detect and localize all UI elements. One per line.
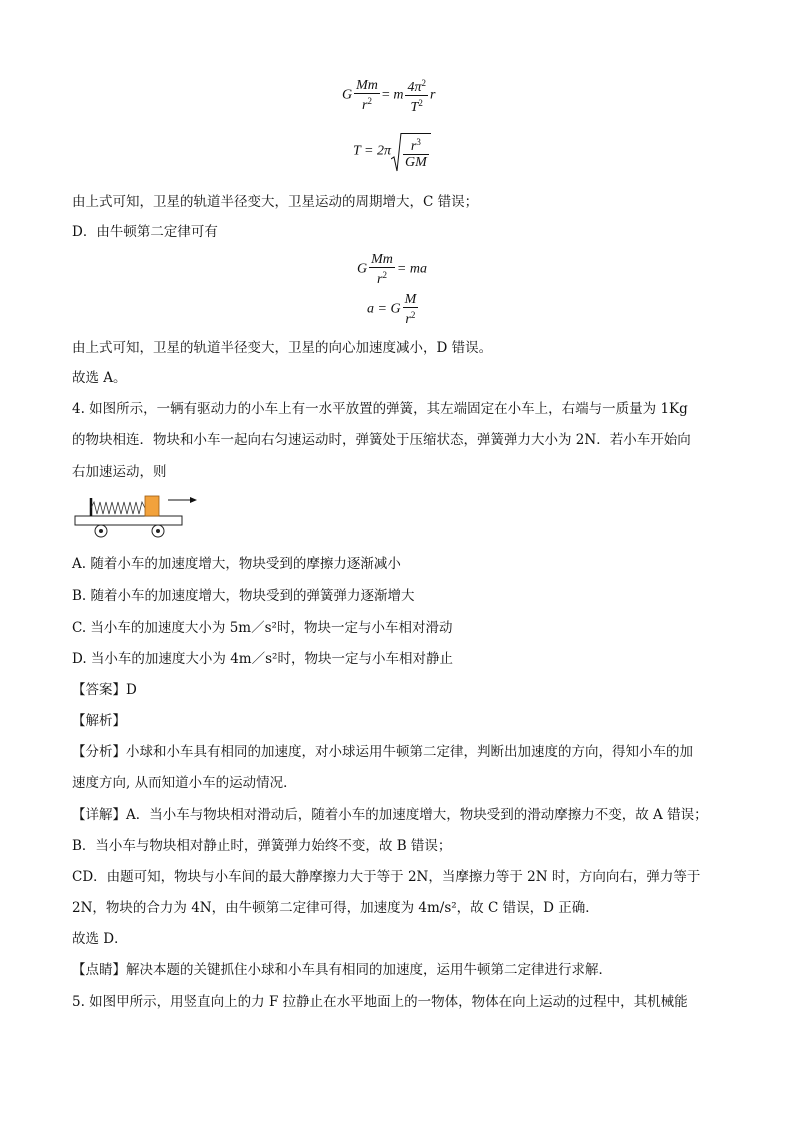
fraction: $\frac{Mm}{r^2}$	[371, 252, 393, 287]
text-line: 故选 A。	[72, 370, 127, 386]
formula-acceleration: a = G $\frac{M}{r^2}$	[367, 292, 417, 327]
formula-newton-second: G $\frac{Mm}{r^2}$ = ma	[357, 252, 427, 287]
choice-conclusion: 故选 D．	[72, 931, 128, 947]
fraction: $\frac{M}{r^2}$	[404, 292, 417, 327]
text-line: D．由牛顿第二定律可有	[72, 224, 218, 240]
fraction: $\frac{r^3}{GM}$	[405, 137, 427, 170]
answer: 【答案】D	[72, 682, 137, 698]
text-line: 由上式可知，卫星的轨道半径变大，卫星运动的周期增大，C 错误；	[72, 194, 479, 210]
block	[145, 496, 159, 516]
question-5-stem: 5. 如图甲所示，用竖直向上的力 F 拉静止在水平地面上的一物体，物体在向上运动的过程中，其机械能	[72, 994, 688, 1010]
detail-text: 【详解】A．当小车与物块相对滑动后，随着小车的加速度增大，物块受到的滑动摩擦力不变，故 A 错误；	[72, 807, 708, 823]
option-c: C. 当小车的加速度大小为 5m／s²时，物块一定与小车相对滑动	[72, 620, 453, 636]
option-b: B. 随着小车的加速度增大，物块受到的弹簧弹力逐渐增大	[72, 588, 415, 604]
analysis-text: 速度方向, 从而知道小车的运动情况．	[72, 775, 297, 791]
formula-gravity-period: G $\frac{Mm}{r^2}$ = m $\frac{4\pi^2}{T^2}$ r	[342, 78, 436, 115]
key-point: 【点睛】解决本题的关键抓住小球和小车具有相同的加速度，运用牛顿第二定律进行求解．	[72, 962, 612, 978]
option-d: D. 当小车的加速度大小为 4m／s²时，物块一定与小车相对静止	[72, 651, 453, 667]
formula-G: G	[342, 87, 353, 103]
question-4-stem: 右加速运动，则	[72, 464, 167, 480]
fraction: $\frac{4\pi^2}{T^2}$	[407, 78, 426, 115]
detail-text: CD．由题可知，物块与小车间的最大静摩擦力大于等于 2N，当摩擦力等于 2N 时，方向向右，弹力等于	[72, 869, 701, 885]
question-4-stem: 4. 如图所示，一辆有驱动力的小车上有一水平放置的弹簧，其左端固定在小车上，右端与一质量为 1Kg	[72, 401, 688, 417]
cart-spring-diagram	[72, 490, 202, 540]
cart-body	[75, 516, 182, 525]
analysis-text: 【分析】小球和小车具有相同的加速度，对小球运用牛顿第二定律，判断出加速度的方向，得知小车的加	[72, 744, 693, 760]
analysis-heading: 【解析】	[72, 713, 126, 729]
text-line: 由上式可知，卫星的轨道半径变大，卫星的向心加速度减小，D 错误。	[72, 340, 493, 356]
spring	[91, 502, 145, 514]
detail-text: B．当小车与物块相对静止时，弹簧弹力始终不变，故 B 错误；	[72, 838, 452, 854]
sqrt-symbol	[391, 133, 431, 170]
detail-text: 2N，物块的合力为 4N，由牛顿第二定律可得，加速度为 4m/s²，故 C 错误，D 正确．	[72, 900, 599, 916]
question-4-stem: 的物块相连．物块和小车一起向右匀速运动时，弹簧处于压缩状态，弹簧弹力大小为 2N．若小车开始向	[72, 432, 691, 448]
formula-period: T = 2π $\frac{r^3}{GM}$	[353, 133, 431, 170]
fraction: $\frac{Mm}{r^2}$	[356, 78, 378, 113]
option-a: A. 随着小车的加速度增大，物块受到的摩擦力逐渐减小	[72, 556, 401, 572]
